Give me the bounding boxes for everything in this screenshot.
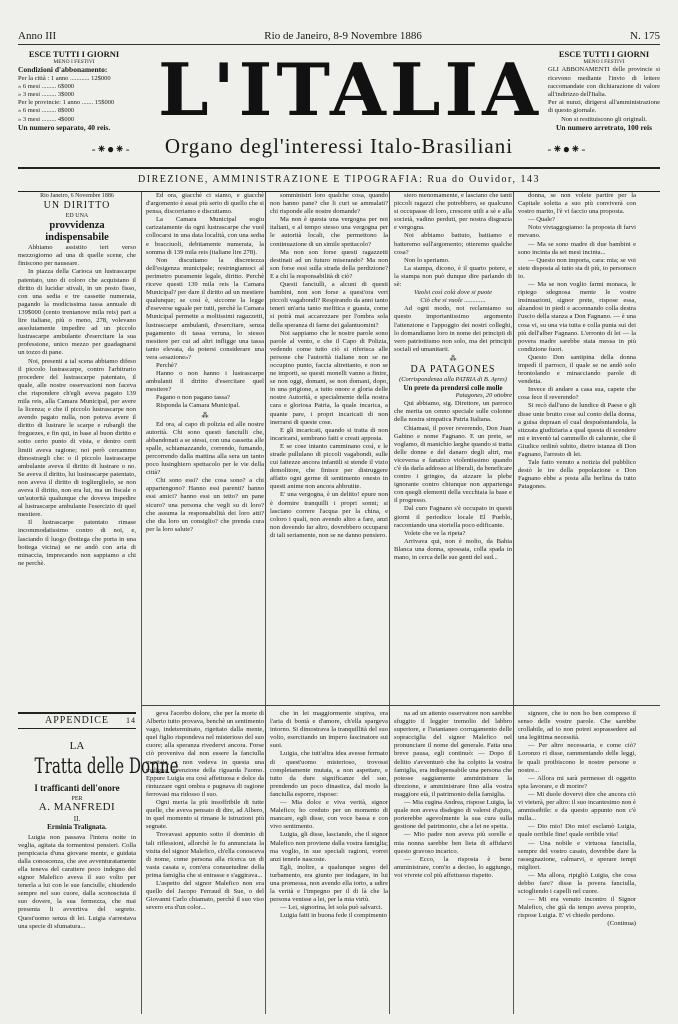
novel-paragraph: na ad un attento osservatore non sarebbe sfuggito il leggier tremolio del labbro superiore, e l'istantaneo corrugamento delle sopracciglia del signor Malefico nel pronunciare il nome del generale. Fatta una breve pausa, egli continuò: — Dopo il delitto s'avventurò che ha colpito la vostra famiglia, era indispensabile una persona che potesse saggiamente amministrare la direzione, e amministrare fino alla vostra maggiore età, il patrimonio della famiglia. [394,710,512,798]
article-headline-main: provvidenza indispensabile [45,220,109,244]
column-divider [265,192,266,1014]
article-paragraph: Abbiamo assistito ieri verso mezzogiorno ad una di quelle scene, che finiscono per nauseare. [18,244,136,268]
price-line: » 3 mesi ......... 4$000 [18,115,75,123]
novel-paragraph: Ogni meria la più insoffribile di tutte quelle, che aveva pensato di dire, ad Albero, in quel momento si rimane le istruzioni più segnate. [146,799,264,831]
novel-text: Luigia non passava l'intera notte in veglia, agitata da tormentosi pensieri. Colla perspicacia d'una giovane mente, e guidata dalla conoscenza, che ave avventuratamente ella teneva del carattere poco indegno del signor Malefico aveva il suo volto per tenerla a lui con le sue fanciulle, chiudendo sempre nel suo cuore, dalla sconosciuta il suo dovere, la sua fermezza, che mai presenta li avvertiva del segreto. Quest'uomo senza di lei. Luigia s'arrestava una specie di sfumatura... [18,833,136,930]
issue-number: N. 175 [630,30,660,42]
novel-paragraph: — Per altro necessaria, e come ciò? Loronzo ri disse, rammentando delle leggi, le quali proibiscono le nostre persone e nostre... [518,742,636,774]
novel-paragraph: — Mi era venuto incontro il Signor Malefico, che già da tempo aveva proprio, rispose Luigia. E' vi chiedo perdono. [518,896,636,920]
article-paragraph: Noi abbiamo battuto, battiamo e batteremo sull'argomento; otteremo qualche cosa? [394,232,512,256]
appendice-number: 14 [126,716,136,725]
section-source: (Corrispondenza alla PATRIA di B. Ayres) [399,375,507,383]
article-headline: UN DIRITTO [43,200,111,212]
box-text: GLI ABBONAMENTI delle provincie si ricevono mediante l'invio di lettere raccomandate con dichiarazione di valore all'indirizzo dell'Italia. [548,66,660,99]
single-copy-price: Un numero separato, 40 reis. [18,122,111,132]
novel-article: LA [69,740,85,752]
article-paragraph: In piazza della Carioca un lustrascarpe patentato, uno di coloro che acquistano il diritto di lucidar stivali, in un posto fisso, con una sedia e tre cassette numerata, pagando la modicissima tassa annuale di 139$000 (cento trentanove mila reis) pari a lire italiane, più o meno, 278, volevano assolutamente impedire ad un piccolo lustrascarpe ambulante d'esercitare la sua professione, unico mezzo per guadagnarsi un tozzo di pane. [18,268,136,357]
appendice-header [18,712,136,729]
article-paragraph: Il lustrascarpe patentato rimase incommodatissimo contro di noi, e, lasciando il luogo (bottega che porta in una bottega vicina) se ne andò con aria di minaccia, imprecando non sappiamo a chi ne perchè. [18,519,136,567]
column-3 [270,192,388,704]
price-line: » 6 mesi ......... 6$000 [18,82,75,90]
article-paragraph: Risponda la Camara Municipal. [156,402,240,410]
article-paragraph: Si recò dall'uno de lundice di Paese e gli disse unte brutto cose sul conto della donna, a guisa dopraan el cual despuésntandola, la stizzata giudiziaria a qual questa di scendere mi e inventò tal cammello di calunnie, che il Giudice ordinò subito, dietro istanza di Don Fagnano, l'arresto di lei. [518,402,636,458]
article-paragraph: — Ma se non voglio farmi monaca, le ripiego sdegnosa mente le vostre insinuazioni, signor prete, rispose essa, alzandosi in piedi e accennando colla destra l'uscio della stanza a Don Fagnano. — è una cosa vi, su una via tutta e colla punta sui dei più dell'alber Fagnano. L'erronto di lei — la povera madre sarebbe stata messa in più condizione fuori. [518,281,636,353]
price-line: Per le provincie: 1 anno ....... 15$000 [18,99,115,107]
article-paragraph: Pagano o non pagano tassa? [156,394,230,402]
article-paragraph: Chi sono essi? che cosa sono? a chi appartengono? Hanno essi parenti? hanno essi amici? hanno essi un tetto? un pane sicuro? una persona che vegli su di loro? che assuma la responsabilità dei loro atti? che dia loro un consiglio? che prenda cura per la loro salute? [146,477,264,533]
issue-date: Rio de Janeiro, 8-9 Novembre 1886 [264,30,422,42]
column-divider [513,192,514,1014]
article-paragraph: Non lo speriamo. [404,256,450,264]
newspaper-subtitle-row [58,134,620,159]
article-paragraph: Questi fanciulli, a alcuni di questi bambini, non son forse a quest'ora veri piccoli vagabondi? Respirando da anni tanto teneri un'aria tanto mefitica e guasta, come si potrà mai accarezzare per l'ombra sola della speranza di farne dei galantuomini? [270,281,388,329]
price-line: Per la città : 1 anno ............ 12$000 [18,74,111,82]
chapter-number: II. [73,815,81,824]
box-text: Non si restituiscono gli originali. [561,115,647,123]
article-paragraph: Perchè? [156,361,177,369]
ornament-right-icon: -⁕⦁⁕- [547,142,587,156]
novel-paragraph: L'aspetto del signor Malefico non era quello del Jacopo Ferraud di Sue, o del Giovanni Carlo chiamato, perchè il suo viso severo era d'un color... [146,879,264,912]
article-paragraph: Arrivava qui, non è molto, da Bahia Blanca una donna, spossata, colla spada in mano, in cerca delle sue genti del sud... [394,537,512,562]
novel-paragraph: — Ma allora, ripigliò Luigia, che cosa debbo fare? disse la povera fanciulla, sciogliendo i capelli nel cuore. [518,871,636,896]
column-4 [394,192,512,704]
box-text: Per ai nunzi, dirigersi all'amministrazione di questo giornale. [548,99,660,115]
article-paragraph: La Camara Municipal eogiu carizatamente da ogni lustrascarpe che vuol collocarsi in una data località, con una sedia e bracciuoli, debitamente numerata, la somma di 139 mila reis (italiane lire 278). [146,216,264,256]
box-subtitle: MENO I FESTIVI [583,59,625,66]
serial-novel [18,732,179,1014]
price-line: » 6 mesi ......... 8$000 [18,107,75,115]
volume-label: Anno III [18,30,57,42]
article-paragraph: Tale fatto venuto a notizia del pubblico destò le ire della popolazione e Don Fagnano ebbe a posta alla berlina da tutto Patagones. [518,459,636,491]
article-paragraph: Noi, presenti a tal scena abbiamo difeso il piccolo lustrascarpe, contro l'arbitrario procedere del lustrascarpe patentato, il quale, alle nostre osservazioni non faceva che rispondere ch'egli aveva pagato 139 mila reis, alla Camara Municipal, per avere la licenza; e che il piccolo lustrascarpe non avendo pagato nulla, non poteva avere il diritto di lustrare le scarpe e rubargli the freguezes, e fin qui, in base al buon diritto e sotto certo punto di vista, e dentro certi limiti aveva ragione; noi però cercammo dimostrargli che: o il piccolo lustrascarpe ambulante aveva il diritto di lustrare o no. Se aveva il diritto, lui lustrascarpe patentato, non aveva il diritto di toglierglielo, se non aveva il diritto, non era lui, ma un fiscale o un'autorità qualunque che doveva impedire al lustrascarpe ambulante l'esercizio di quel mestiere. [18,357,136,519]
subscription-box-left [18,50,130,132]
article-paragraph: Non discutiamo la discretezza dell'esigenza municipale; restringiamoci al perimetro puramente legale, diritto. Perchè riceve questi 139 mila reis la Camara Municipal? per dare il diritto ad un mestiere qualunque; se così è, siccome la legge d'eseverse uguale per tutti, perchè la Camara Municipal permette a moltissimi ragazzetti, lustrascarpe ambulanti, d'esercitare, senza pagamento di tassa veruna, lo stesso mestiere per cui ad altri infligge una tassa tanto elevata, da potersi considerare una vera «esazione»? [146,256,264,361]
novel-paragraph: Luigia fatti in buona fede il compimento [280,912,387,920]
box-title: ESCE TUTTI I GIORNI [558,49,650,59]
article-paragraph: siero menomamente, e lasciano che tanti piccoli ragazzi che potrebbero, se qualcuno si occupasse di loro, crescere utili a sè e alla società, vadino perduti, per nostra disgrazia e vergogna. [394,192,512,232]
column-divider [141,192,142,1014]
article-paragraph: E gli incaricati, quando si tratta di non incaricarsi, sembrano fatti e creati apposta. [270,426,388,442]
verse-quote: Vuolsi così colà dove si puote Ciò che si vuole ............. [413,289,493,305]
column-divider [389,192,390,1014]
section-stars-icon: ⁂ [201,411,209,420]
ornament-left-icon: -⁕⦁⁕- [91,142,131,156]
novel-title: Tratta delle Donne [34,754,179,779]
feuilleton-column-5 [518,710,636,1014]
box-title: ESCE TUTTI I GIORNI [28,49,120,59]
feuilleton-column-2 [146,710,264,1014]
novel-paragraph: — Mi duole dovervi dire che ancora ciò vi vieterà, per altro: il suo incantesimo non è ammissibile: e da questo appunto non c'è nulla... [518,790,636,823]
article-paragraph: Noto vivtaggogiamo: la proposta di farvi mevano. [518,224,636,240]
novel-paragraph: Trovavasi appunto sotto il dominio di tali riflessioni, allorchè le fu annunciata la visita del signor Malefico, ch'ella conosceva di nome, come persona alla ricerca un di vasta casata e, com'era consuetudine della prima famiglia che si entrasse e s'aggirava... [146,831,264,879]
continua-label: (Continua) [607,920,636,928]
feuilleton-column-4 [394,710,512,1014]
subscription-box-right [548,50,660,132]
newspaper-title: L'ITALIA [158,47,543,132]
novel-paragraph: — Lei, signorina, lei sola può salvarci. [280,904,383,912]
article-paragraph: Ad ogni modo, noi reclamiamo su questo importantissimo argomento l'attenzione e l'appoggio dei nostri colleghi, lo domandiamo loro in nome dei principii di vero patriottismo non solo, ma dei principii sociali ed umanitarii. [394,305,512,353]
column-2 [146,192,264,704]
article-paragraph: Ma non è questa una vergogna per noi italiani, e al tempo stesso una vergogna per le autorità locali, che permettono la continuazione di un simile spettacolo? [270,216,388,248]
novel-paragraph: — Dio mio! Dio mio! esclamò Luigia, quale orribile fine! quale orribile vita! [518,823,636,839]
section-stars-icon: ⁂ [449,354,457,363]
article-paragraph: donna, se non volete partire per la Capitale soletta a suo più conviverà con vostro marito, l'è vi faccio una proposta. [518,192,636,216]
novel-paragraph: — Allora mi sarà permesso di oggetto spia lavorare, e di morire? [518,774,636,790]
novel-author: A. MANFREDI [38,801,116,814]
novel-paragraph: Egli, inoltre, a qualunque segno del turbamento, era giunto per indagare, in lui una promessa, non avendo ella torto, a udire la verità e l'impegno per il di là che la persona venisse a lei, per la mia virtù. [270,863,388,904]
box-subtitle: MENO I FESTIVI [53,59,95,66]
article-paragraph: Ed ora, giacchè ci siamo, e giacchè d'argomento è assai più serio di quello che si pensa, discorriamo e discutiamo. [146,192,264,216]
column-5 [518,192,636,704]
price-line: » 3 mesi ......... 3$000 [18,91,75,99]
article-paragraph: E se cose intanto camminano così, e le strade pullulano di piccoli vagabondi, sulle cui fattezze ancora infantili si stende il vizio demolitore, che finisce per distruggere affatto ogni germe di sentimento onesto in questi anime non ancora abbrutite. [270,442,388,491]
novel-paragraph: — Una nobile e virtuosa fanciulla, sempre del vostro casato, dovrebbe dare la rassegnazione, calmarvi, e sperare tempi migliori. [518,839,636,871]
section-subheadline: Un prete da prendersi colle molle [403,384,503,393]
article-paragraph: Questo Don santipina della donna impedì il parroco, il quale se ne andò solo brontolando e minacciando parole di vendetta. [518,353,636,386]
article-paragraph: Volete che ve la ripeta? [404,529,466,537]
novel-paragraph: — Mia cugina Andrea, rispose Luigia, la quale non aveva disdegno di valersi d'ajuto, porterebbe agevolmente la sua cura sulla gestione del patrimonio, che a lei ne spetta. [394,799,512,831]
article-columns [18,192,660,1014]
address-bar: DIREZIONE, AMMINISTRAZIONE E TIPOGRAFIA: Rua do Ouvidor, 143 [18,167,660,192]
novel-paragraph: — Ecco, la risposta è bene amministrare, com'io a deciso, lo aggiungo, voi vivrete col più affettuoso rispetto. [394,855,512,879]
article-headline-connector: ED UNA [65,213,89,220]
article-paragraph: — Questo non importa, cara: mia; se voi siete disposta al tutto sia di più, io personsco io. [518,256,636,280]
article-paragraph: La stampa, dicono, è il quarto potere, e la stampa non può dunque dire parlando di sè: [394,264,512,289]
novel-paragraph: — Mio padre non aveva più sorelle e mia nonna sarebbe ben lieta di affidarvi questo gravoso incarico. [394,831,512,855]
newspaper-subtitle: Organo degl'interessi Italo-Brasiliani [164,134,514,158]
dateline: Rio Janeiro, 6 Novembre 1886 [40,193,114,199]
article-paragraph: somministri loro qualche cosa, quando non hanno pane? che li curi se ammalati? chi risponde alle nostre domande? [270,192,388,216]
section-headline: DA PATAGONES [410,363,496,375]
feuilleton-column-3 [270,710,388,1014]
article-paragraph: E' una vergogna, è un delitto! epure non è dormire tranquilli i propri sonni; si lasciano correre l'acqua per la china, e coloro i quali, non avendo altro a fare, anzi non dovendo far altro, dovrebbero occuparsi di tali seriamente, non se ne danno pensiero. [270,491,388,539]
novel-paragraph: Luigia, gli disse, lasciando, che il signor Malefico non proviene dalla vostra famiglia; ma voglio, in sue speciali ragioni, vorrei anzi tenerle nascoste. [270,831,388,863]
dateline: Patagones, 20 ottobre [455,392,512,400]
feuilleton-divider [142,705,660,706]
novel-paragraph: geva l'acerbo dolore, che per la morte di Alberto tutto provava, benchè un sentimento vago, indeterminato, rigettato dalla mente, quel figlio rispondeva nel misterioso del suo cuore; alla speranza rivedervi ancora. Forse ciò proveniva dal non essere la fanciulla maritata, e non vedeva in questa una maligna invenzione della riguarda l'uomo. Eppure Luigia era così affettuosa e dolce da rintuzzare ogni ombra e pugnava di ragione ferrovasi ma ridosso il suo. [146,710,264,798]
novel-paragraph: che in lei maggiormente stupiva, era l'aria di bontà e d'amore, ch'ella spargeva intorno. Si dimostrava la tranquillità del suo volto, esercitando un impero fascinatore sui suoi. [270,710,388,750]
article-paragraph: Noi sappiamo che le nostre parole sono parole al vento, e che il Capo di Polizia, vedendo come tutto ciò si riferisca alle persone che l'autorità italiane non se ne occupino punto, faccia altrettanto, e non se ne importi, se questi monelli vanno a finire, se non oggi, domani, se non domani, dopo, in una prigione, a tutto onore e gloria delle nostre Autorità, e specialmente della nostra cara e gloriosa Patria, la quale incarica, a quante pare, i propri incaricati di non inerrarsi di queste cose. [270,329,388,426]
article-paragraph: Hanno o non hanno i lustrascarpe ambulanti il diritto d'esercitare quel mestiere? [146,370,264,394]
article-paragraph: — Quale? [528,216,555,224]
column-1 [18,192,136,708]
novel-paragraph: signore, che io non ho ben compreso il senso delle vostre parole. Che sarebbe crollabile, ad io non potrei soprassedere ad una legittima necessità. [518,710,636,742]
novel-paragraph: — Mia dolce e viva verità, signor Malefico; ho creduto per un momento di mancare, egli disse, con voce bassa e con vivo sentimento. [270,799,388,831]
article-paragraph: — Ma se sono madre di due bambini e sono incinta da sei mesi incinta... [518,240,636,256]
masthead [18,44,660,176]
novel-subtitle: I trafficanti dell'onore [34,783,120,794]
article-paragraph: Qui abbiamo, sig. Direttore, un parroco che merita un cenno speciale sulle colonne della nostra simpatica Patria Italiana. [394,400,512,424]
top-line [18,30,660,45]
back-issue-price: Un numero arretrato, 100 reis [555,122,653,132]
chapter-title: Erminia Tralignata. [47,823,107,832]
box-conditions-title: Condizioni d'abbonamento: [18,65,108,75]
article-paragraph: Ed ora, al capo di polizia ed alle nostre autorità. Chi sono questi fanciulli che, abbandonati a se stessi, con una cassetta alle spalle, schiamazzando, correndo, fumando, percorrendo dalla mattina alla sera un tanto poco lusinghiero spettacolo per le vie della città? [146,420,264,477]
article-paragraph: Ma non son forse questi ragazzetti destinati ad un futuro miserando? Ma non son forse essi sulla strada della perdizione? E a chi la responsabilità di ciò? [270,248,388,280]
article-paragraph: Invece di andare a casa sua, capete che cosa fece il reverendo? [518,386,636,402]
novel-paragraph: Luigia, che tutt'altra idea avesse fermato di quest'uomo misterioso, trovossi completamente mutata, a non aspettare, e tutto da dure significanze del suo, prendendo un poco dinastica, dal modo la fanciulla esporre, rispose: [270,750,388,798]
article-paragraph: Chiamasi, il pover reverendo, Don Juan Gabino e nome Fagnano. E un prete, se voglamo, di manichio larghe quando si tratta delle donne e del danaro degli altri, ma viceversa e fanatico violentissimo quando c'è da darla addosso ai liberali, da beneficare contro i gringos, da aizzare la plebe ignorante contro chiunque non appartenga con quegli elementi della vecchiaia la base e il progresso. [394,424,512,505]
appendice-label: APPENDICE [44,715,109,726]
article-paragraph: Dal curo Fagnano s'è occupato in questi giorni il periodico locale El Pueblo, raccontando una storiella poco edificante. [394,505,512,529]
novel-by: PER [71,796,83,803]
